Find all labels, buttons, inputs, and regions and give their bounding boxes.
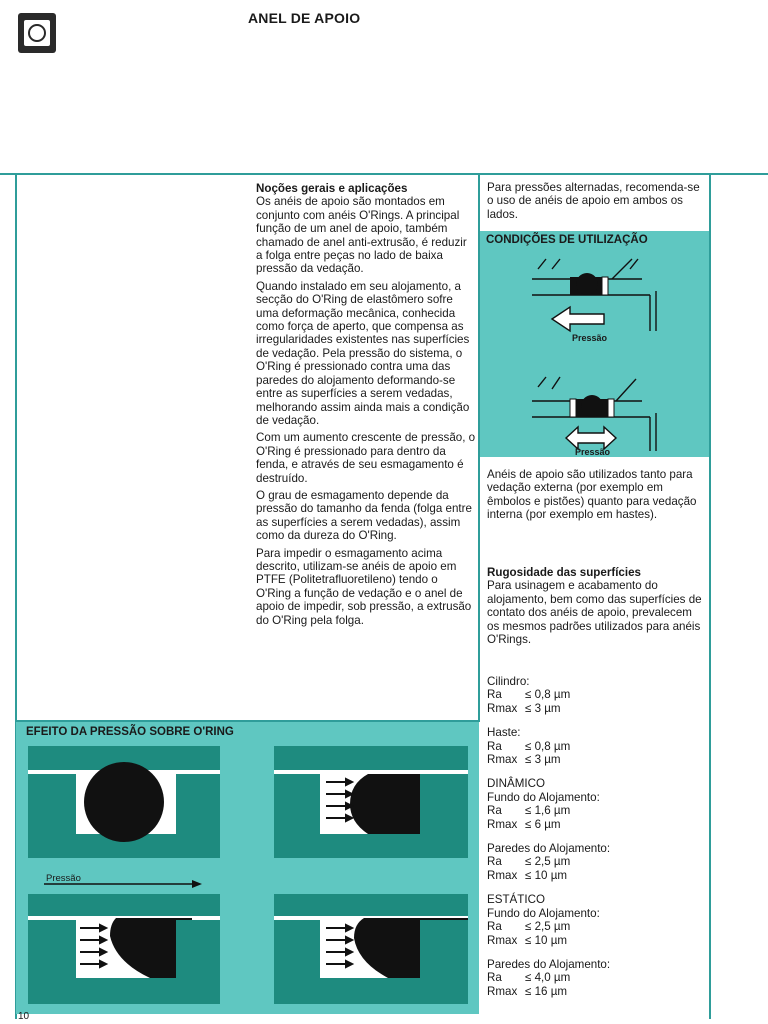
paragraph: Para impedir o esmagamento acima descrito, utilizam-se anéis de apoio em PTFE (Politetrafluoretileno) tendo o O'Ring a função de vedação e o anel de apoio de impedir, sob pressão, a extrusão do O'Ring pela folga. <box>256 546 472 627</box>
spec-subtitle: Fundo do Alojamento: <box>487 790 600 804</box>
spec-value: ≤ 6 µm <box>525 817 561 831</box>
top-divider <box>0 173 768 175</box>
o-ring-square-logo-icon <box>18 13 56 53</box>
roughness-heading: Rugosidade das superfícies <box>487 566 641 579</box>
spec-key: Ra <box>487 688 502 702</box>
panel-extrusion <box>28 894 220 1004</box>
spec-value: ≤ 1,6 µm <box>525 804 571 818</box>
paragraph: O grau de esmagamento depende da pressão do tamanho da fenda (folga entre as superfícies a serem vedadas), assim como da dureza do O'Ring. <box>256 488 472 543</box>
page-title: ANEL DE APOIO <box>248 10 361 26</box>
spec-key: Ra <box>487 739 502 753</box>
spec-key: Ra <box>487 855 502 869</box>
right-border <box>709 174 711 1019</box>
roughness-text: Para usinagem e acabamento do alojamento, bem como das superfícies de contato dos anéis de apoio, prevalecem os mesmos padrões utilizados para anéis O'Rings. <box>487 579 702 647</box>
spec-title: Haste: <box>487 726 521 740</box>
section-heading: Noções gerais e aplicações <box>256 182 408 195</box>
spec-value: ≤ 10 µm <box>525 868 568 882</box>
spec-group-dynamic <box>487 777 705 831</box>
panel-pressure <box>274 746 468 858</box>
spec-group-dynamic-walls <box>487 842 705 882</box>
spec-key: Rmax <box>487 817 518 831</box>
spec-key: Rmax <box>487 984 518 998</box>
spec-subtitle: Fundo do Alojamento: <box>487 906 600 920</box>
spec-key: Ra <box>487 804 502 818</box>
pressure-label-1: Pressão <box>572 333 608 343</box>
o-ring-pressure-diagram <box>16 722 479 1014</box>
spec-key: Rmax <box>487 933 518 947</box>
spec-group-cylinder <box>487 675 705 715</box>
spec-value: ≤ 2,5 µm <box>525 920 571 934</box>
effect-box <box>16 722 479 1014</box>
conditions-title: CONDIÇÕES DE UTILIZAÇÃO <box>486 234 648 246</box>
spec-key: Rmax <box>487 868 518 882</box>
spec-value: ≤ 3 µm <box>525 753 561 767</box>
conditions-box <box>480 231 709 457</box>
paragraph: Quando instalado em seu alojamento, a secção do O'Ring de elastômero sofre uma deformação mecânica, conhecida como força de aperto, que compensa as irregularidades existentes nas superfícies de vedação. Pela pressão do sistema, o O'Ring é pressionado contra uma das paredes do alojamento deformando-se entre as superfícies a serem vedadas, melhorando assim ainda mais a condição de vedação. <box>256 279 470 427</box>
spec-key: Rmax <box>487 753 518 767</box>
effect-pressure-label: Pressão <box>46 873 81 884</box>
spec-title: Cilindro: <box>487 675 530 688</box>
usage-text: Anéis de apoio são utilizados tanto para vedação externa (por exemplo em êmbolos e pistões) quanto para vedação interna (por exemplo em hastes). <box>487 468 697 522</box>
spec-title: DINÂMICO <box>487 777 545 791</box>
spec-value: ≤ 2,5 µm <box>525 855 571 869</box>
spec-key: Rmax <box>487 701 518 715</box>
spec-title: ESTÁTICO <box>487 893 545 907</box>
spec-value: ≤ 3 µm <box>525 701 561 715</box>
spec-value: ≤ 0,8 µm <box>525 739 571 753</box>
alternating-pressure-text: Para pressões alternadas, recomenda-se o uso de anéis de apoio em ambos os lados. <box>487 181 700 221</box>
pressure-label-2: Pressão <box>575 447 611 457</box>
spec-value: ≤ 4,0 µm <box>525 971 571 985</box>
spec-key: Ra <box>487 971 502 985</box>
spec-group-static-walls <box>487 958 705 998</box>
backup-ring-diagram <box>480 251 709 457</box>
main-text-column <box>256 182 476 631</box>
spec-value: ≤ 16 µm <box>525 984 568 998</box>
spec-title: Paredes do Alojamento: <box>487 957 611 971</box>
panel-destroyed <box>274 894 468 1004</box>
roughness-specs <box>487 675 705 1009</box>
roughness-section <box>487 566 705 646</box>
spec-title: Paredes do Alojamento: <box>487 842 611 856</box>
spec-group-rod <box>487 726 705 766</box>
spec-group-static <box>487 893 705 947</box>
spec-key: Ra <box>487 920 502 934</box>
paragraph: Com um aumento crescente de pressão, o O'Ring é pressionado para dentro da fenda, e através de seu esmagamento é destruído. <box>256 431 476 485</box>
paragraph: Os anéis de apoio são montados em conjunto com anéis O'Rings. A principal função de um anel de apoio, também chamado de anel anti-extrusão, é reduzir a folga entre peças no lado de baixa pressão da vedação. <box>256 195 467 276</box>
effect-title: EFEITO DA PRESSÃO SOBRE O'RING <box>26 726 234 738</box>
spec-value: ≤ 10 µm <box>525 933 568 947</box>
panel-no-pressure <box>28 746 220 858</box>
page-number: 10 <box>18 1011 30 1022</box>
spec-value: ≤ 0,8 µm <box>525 688 571 702</box>
